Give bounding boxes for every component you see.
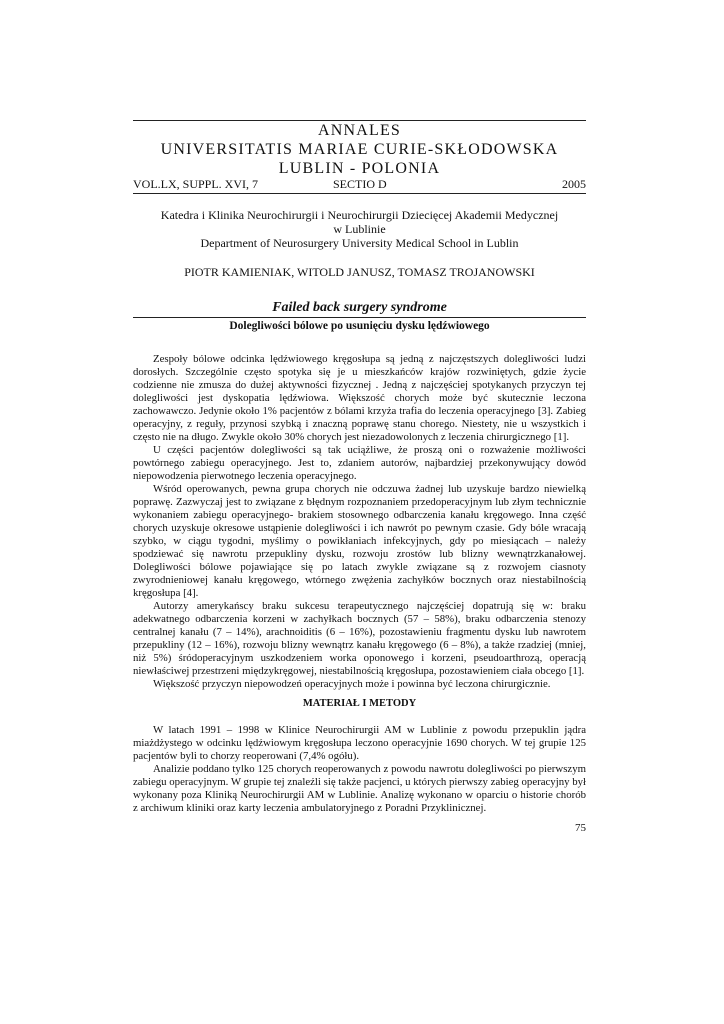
page-number: 75 xyxy=(575,822,586,834)
title-rule xyxy=(133,317,586,318)
affiliation-polish-line2: w Lublinie xyxy=(333,222,386,236)
paragraph: Autorzy amerykańscy braku sukcesu terapeutycznego najczęściej dopatrują się w: braku adekwatnego odbarczenia korzeni w zachyłkach bocznych (57 – 58%), braku odbarczenia stenozy centralnej kanału (7 – 14%), arachnoiditis (6 – 16%), pozostawieniu fragmentu dysku lub nawrotem przepukliny (12 – 16%), rozwoju blizny wewnątrz kanału kręgowego (6 – 8%), a także rzadziej (mniej, niż 5%) śródoperacyjnym uszkodzeniem worka oponowego i korzeni, pseudoarthrozą, operacją niewłaściwej przestrzeni międzykręgowej, niestabilnością kręgosłupa, pozostawieniem ciała obcego [1]. xyxy=(133,600,586,677)
masthead-bottom-rule xyxy=(133,193,586,194)
article-subtitle: Dolegliwości bólowe po usunięciu dysku lędźwiowego xyxy=(229,320,490,332)
journal-location: LUBLIN - POLONIA xyxy=(278,160,441,177)
section-heading: MATERIAŁ I METODY xyxy=(302,698,417,709)
article-title: Failed back surgery syndrome xyxy=(272,300,447,315)
paragraph: U części pacjentów dolegliwości są tak uciążliwe, że proszą oni o rozważenie możliwości powtórnego zabiegu operacyjnego. Jest to, zdaniem autorów, najbardziej przekonywujący dowód niepowodzenia pierwotnego leczenia operacyjnego. xyxy=(133,444,586,482)
paragraph: Zespoły bólowe odcinka lędźwiowego kręgosłupa są jedną z najczęstszych dolegliwości ludzi dorosłych. Szczególnie często spotyka się je u mieszkańców krajów rozwiniętych, gdzie życie codzienne nie zmusza do dużej aktywności fizycznej . Jedną z najczęściej spotykanych przyczyn tej dolegliwości jest dyskopatia lędźwiowa. Większość chorych może być skutecznie leczona zachowawczo. Jedynie około 1% pacjentów z bólami krzyża trafia do leczenia operacyjnego [3]. Zabieg operacyjny, z reguły, przynosi szybką i znaczną poprawę stanu chorego. Niestety, nie u wszystkich i często nie na długo. Zwykle około 30% chorych jest niezadowolonych z leczenia chirurgicznego [1]. xyxy=(133,353,586,443)
authors: PIOTR KAMIENIAK, WITOLD JANUSZ, TOMASZ TROJANOWSKI xyxy=(184,265,535,279)
journal-name-line1: ANNALES xyxy=(317,122,402,139)
paragraph: Większość przyczyn niepowodzeń operacyjnych może i powinna być leczona chirurgicznie. xyxy=(153,678,551,690)
paragraph: W latach 1991 – 1998 w Klinice Neurochirurgii AM w Lublinie z powodu przepuklin jądra miażdżystego w odcinku lędźwiowym kręgosłupa leczono operacyjnie 1690 chorych. W tej grupie 125 pacjentów byli to chorzy reoperowani (7,4% ogółu). xyxy=(133,724,586,762)
paragraph: Analizie poddano tylko 125 chorych reoperowanych z powodu nawrotu dolegliwości po pierwszym zabiegu operacyjnym. W grupie tej znaleźli się także pacjenci, u których pierwszy zabieg operacyjny był wykonany poza Kliniką Neurochirurgii AM w Lublinie. Analizę wykonano w oparciu o historie chorób z archiwum kliniki oraz karty leczenia ambulatoryjnego z Poradni Przyklinicznej. xyxy=(133,763,586,814)
volume-info: VOL.LX, SUPPL. XVI, 7 xyxy=(133,177,259,191)
affiliation-english: Department of Neurosurgery University Medical School in Lublin xyxy=(200,236,519,250)
methods-text xyxy=(133,724,586,815)
sectio-info: SECTIO D xyxy=(333,177,387,191)
introduction-text xyxy=(133,353,586,691)
affiliation-polish-line1: Katedra i Klinika Neurochirurgii i Neurochirurgii Dziecięcej Akademii Medycznej xyxy=(160,208,559,222)
journal-name-line2: UNIVERSITATIS MARIAE CURIE-SKŁODOWSKA xyxy=(160,141,559,158)
journal-meta-row xyxy=(133,177,586,191)
paragraph: Wśród operowanych, pewna grupa chorych nie odczuwa żadnej lub uzyskuje bardzo niewielką poprawę. Zazwyczaj jest to związane z błędnym rozpoznaniem przedoperacyjnym lub złym technicznie wykonaniem zabiegu operacyjnego- brakiem stosownego odbarczenia kanału kręgowego. Inna część chorych uzyskuje okresowe ustąpienie dolegliwości i ich nawrót po pewnym czasie. Gdy bóle wracają szybko, w ciągu tygodni, myślimy o powikłaniach infekcyjnych, gdy po miesiącach – należy spodziewać się nawrotu przepukliny dysku, rozwoju zrostów lub blizny wewnątrzkanałowej. Dolegliwości bólowe pojawiające się po latach zwykle związane są z rozwojem ciasnoty zwyrodnieniowej kanału kręgowego, wtórnego zwężenia zachyłków bocznych oraz niestabilnością kręgosłupa [4]. xyxy=(133,483,586,599)
publication-year: 2005 xyxy=(562,177,586,191)
